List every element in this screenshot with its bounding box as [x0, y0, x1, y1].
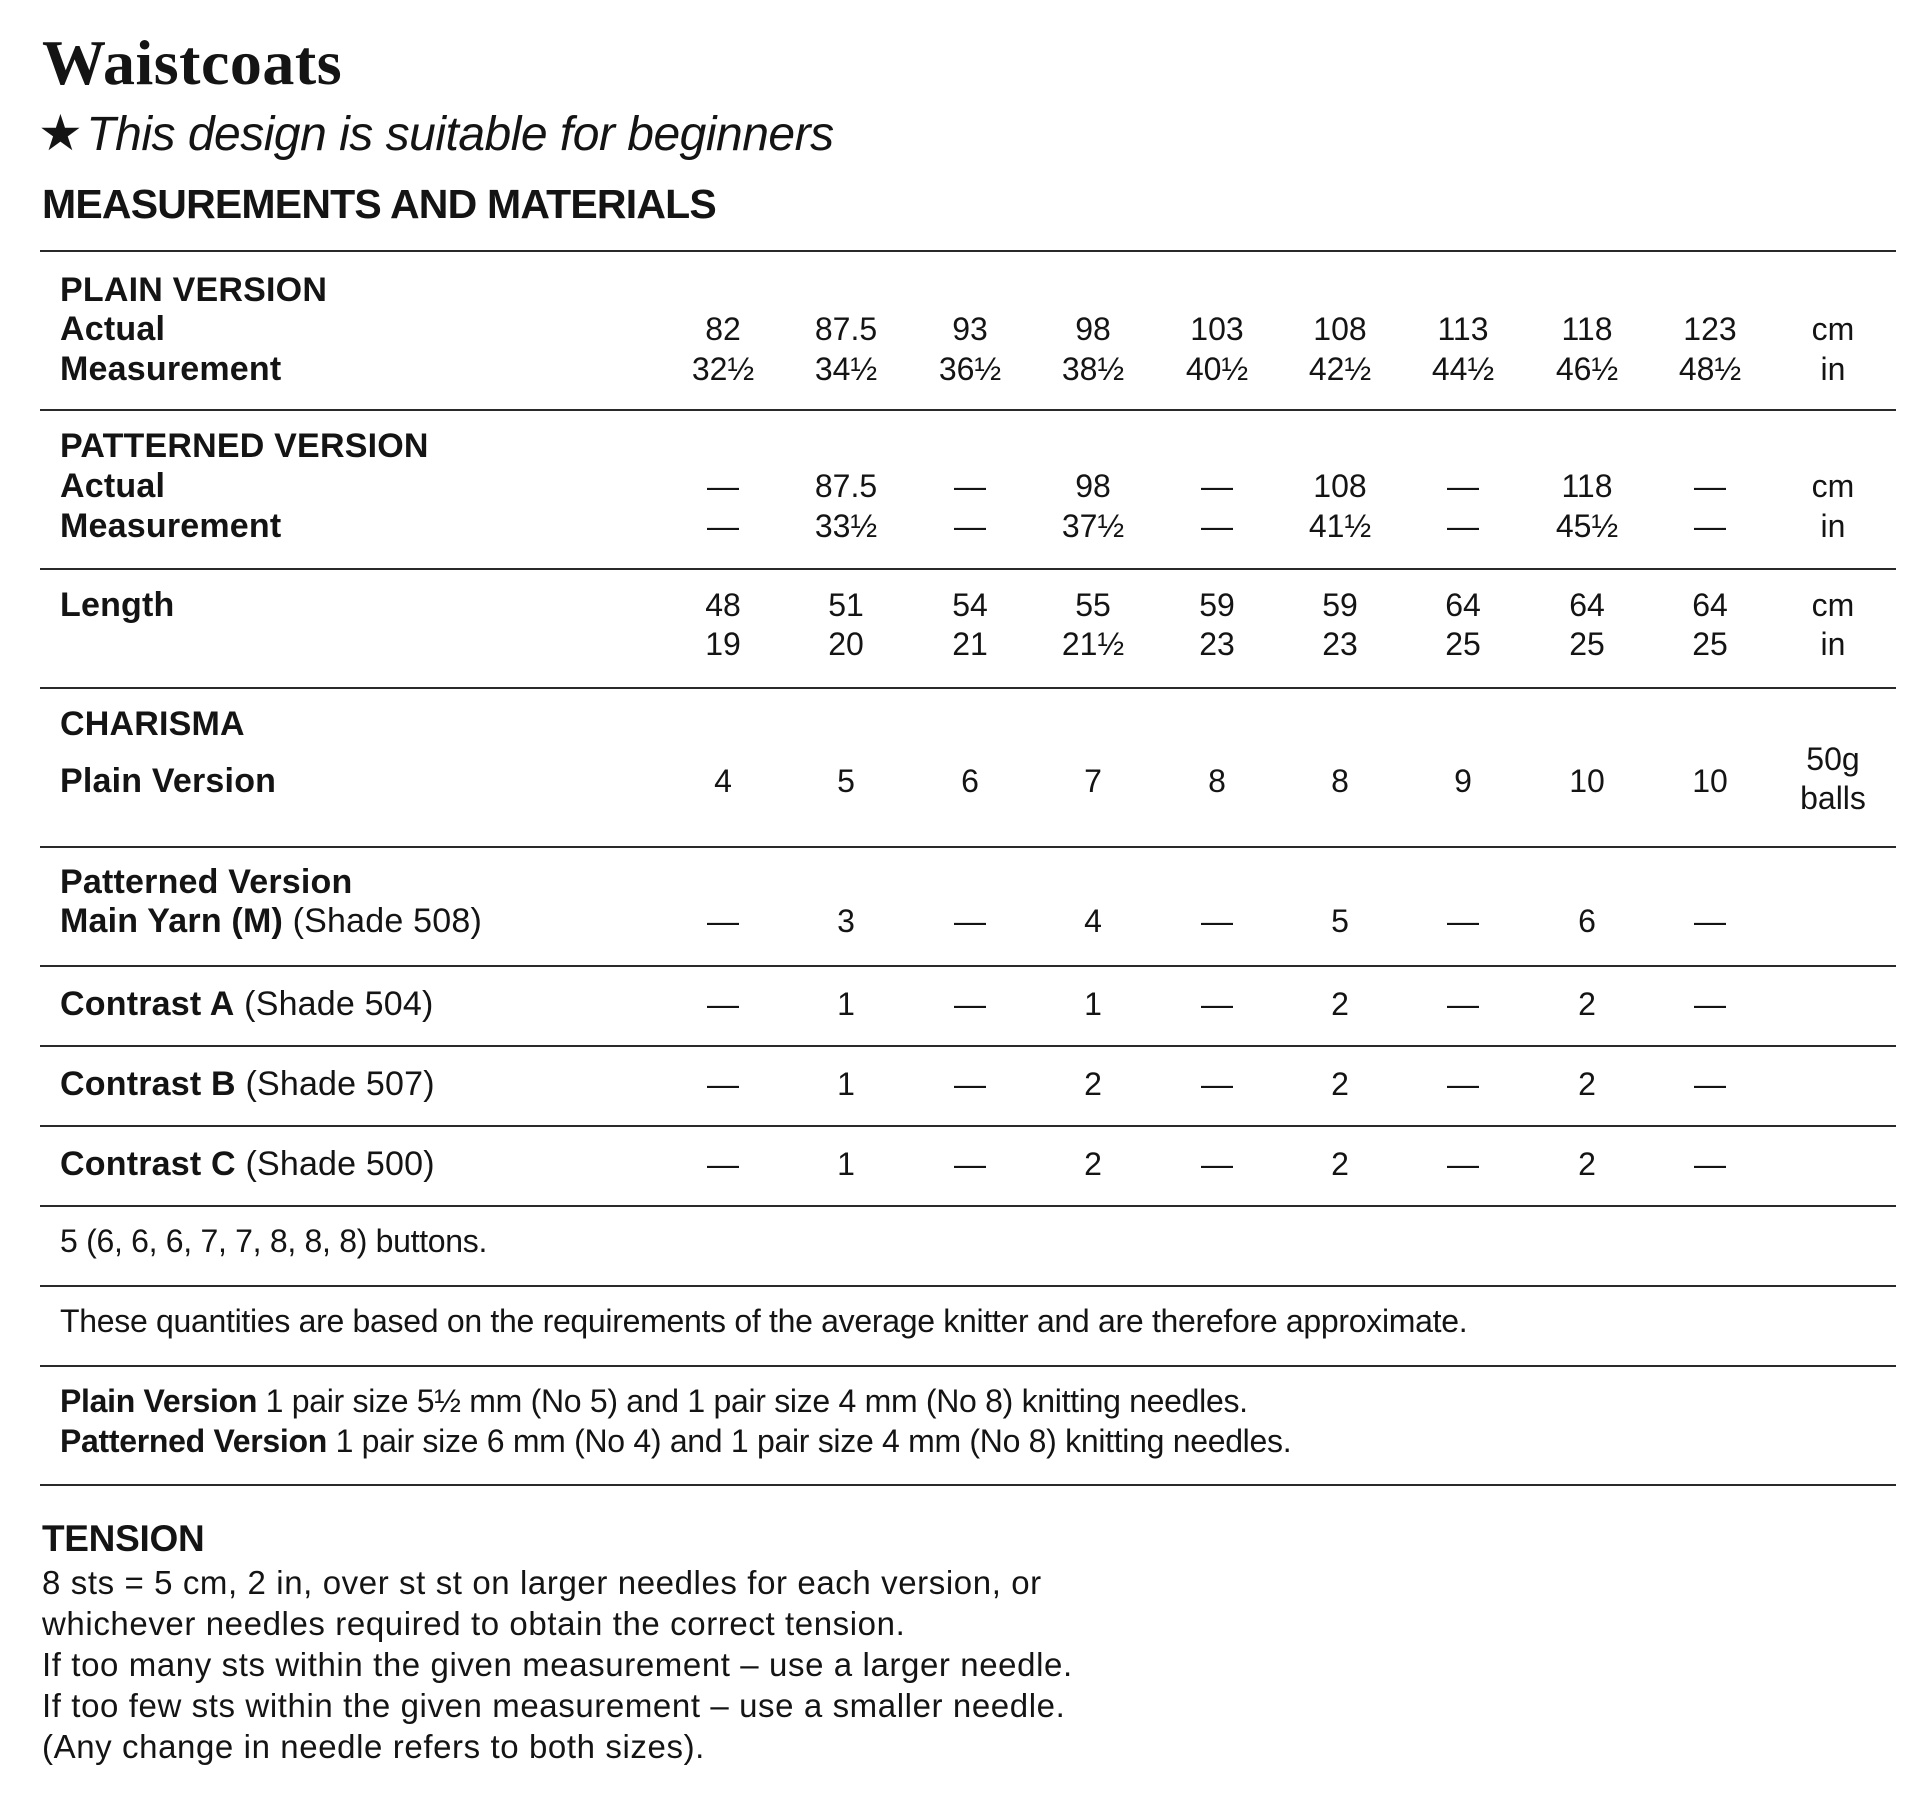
unit-in: in — [1820, 508, 1846, 544]
cell-balls: 1 — [837, 1146, 855, 1182]
beginner-note-text: This design is suitable for beginners — [86, 108, 834, 161]
needles-row — [40, 1367, 1896, 1486]
cell-cm: 55 — [1075, 587, 1111, 623]
cell-balls: 2 — [1331, 1066, 1349, 1102]
cell-cm: 64 — [1692, 587, 1728, 623]
cell-balls: — — [1201, 1066, 1233, 1102]
cell-balls: — — [707, 903, 739, 939]
cell-balls: 1 — [837, 986, 855, 1022]
cell-balls: — — [1447, 1066, 1479, 1102]
row-label: Measurement — [60, 507, 282, 545]
plain-needles-note: Plain Version 1 pair size 5½ mm (No 5) and 1 pair size 4 mm (No 8) knitting needles. — [60, 1383, 1248, 1419]
cell-balls: 7 — [1084, 763, 1102, 799]
cell-cm: — — [1201, 468, 1233, 504]
cell-in: 48½ — [1678, 351, 1742, 387]
cell-cm: 103 — [1190, 311, 1244, 347]
cell-in: 44½ — [1431, 351, 1495, 387]
cell-balls: 2 — [1331, 986, 1349, 1022]
unit-balls: balls — [1800, 780, 1866, 816]
cell-cm: 87.5 — [814, 311, 878, 347]
cell-balls: 10 — [1569, 763, 1605, 799]
cell-cm: 64 — [1569, 587, 1605, 623]
cell-balls: 9 — [1454, 763, 1472, 799]
cell-balls: 2 — [1578, 986, 1596, 1022]
cell-cm: 54 — [952, 587, 988, 623]
cell-in: 42½ — [1308, 351, 1372, 387]
cell-balls: 1 — [837, 1066, 855, 1102]
cell-cm: 59 — [1199, 587, 1235, 623]
cell-cm: 118 — [1561, 311, 1613, 347]
tension-line: (Any change in needle refers to both sizes). — [42, 1728, 705, 1765]
cell-balls: 5 — [1331, 903, 1349, 939]
cell-cm: — — [1694, 468, 1726, 504]
main-yarn-row — [40, 848, 1896, 967]
row-heading: CHARISMA — [60, 705, 245, 743]
unit-cm: cm — [1811, 468, 1855, 504]
cell-cm: 64 — [1445, 587, 1481, 623]
cell-cm: 93 — [952, 311, 988, 347]
cell-in: 40½ — [1185, 351, 1249, 387]
cell-balls: — — [707, 986, 739, 1022]
cell-in: — — [1201, 508, 1233, 544]
contrast-a-row — [40, 967, 1896, 1047]
cell-cm: 118 — [1561, 468, 1613, 504]
cell-balls: — — [1694, 1066, 1726, 1102]
cell-in: 38½ — [1061, 351, 1125, 387]
cell-balls: — — [1447, 1146, 1479, 1182]
section-heading: MEASUREMENTS AND MATERIALS — [42, 181, 716, 227]
cell-cm: 87.5 — [814, 468, 878, 504]
buttons-note: 5 (6, 6, 6, 7, 7, 8, 8, 8) buttons. — [60, 1223, 488, 1259]
cell-balls: — — [954, 903, 986, 939]
cell-in: 19 — [705, 626, 741, 662]
tension-line: whichever needles required to obtain the correct tension. — [42, 1605, 906, 1642]
patterned-measurement-row — [40, 411, 1896, 570]
cell-in: 23 — [1322, 626, 1358, 662]
tension-line: If too few sts within the given measurement – use a smaller needle. — [42, 1687, 1066, 1724]
cell-balls: — — [1201, 903, 1233, 939]
row-label: Contrast A (Shade 504) — [60, 985, 434, 1023]
cell-in: 25 — [1569, 626, 1605, 662]
cell-balls: 3 — [837, 903, 855, 939]
cell-balls: 1 — [1084, 986, 1102, 1022]
cell-balls: — — [1201, 986, 1233, 1022]
patterned-needles-note: Patterned Version 1 pair size 6 mm (No 4) and 1 pair size 4 mm (No 8) knitting needles. — [60, 1423, 1292, 1459]
cell-in: — — [707, 508, 739, 544]
tension-line: 8 sts = 5 cm, 2 in, over st st on larger needles for each version, or — [42, 1564, 1042, 1601]
cell-balls: 8 — [1208, 763, 1226, 799]
cell-in: 37½ — [1061, 508, 1125, 544]
cell-balls: — — [1694, 1146, 1726, 1182]
cell-balls: 6 — [1578, 903, 1596, 939]
cell-balls: — — [1201, 1146, 1233, 1182]
cell-balls: — — [954, 986, 986, 1022]
cell-in: 34½ — [814, 351, 878, 387]
contrast-c-row — [40, 1127, 1896, 1207]
cell-balls: 5 — [837, 763, 855, 799]
cell-in: 36½ — [938, 351, 1002, 387]
row-label: Actual — [60, 467, 166, 505]
cell-cm: 98 — [1075, 468, 1111, 504]
cell-cm: 82 — [705, 311, 741, 347]
length-row — [40, 570, 1896, 689]
row-heading: PLAIN VERSION — [60, 271, 328, 309]
cell-balls: — — [954, 1146, 986, 1182]
cell-balls: 8 — [1331, 763, 1349, 799]
cell-in: — — [1694, 508, 1726, 544]
cell-balls: — — [1694, 903, 1726, 939]
cell-in: 25 — [1445, 626, 1481, 662]
cell-balls: — — [707, 1146, 739, 1182]
unit-cm: cm — [1811, 587, 1855, 623]
cell-cm: 123 — [1683, 311, 1737, 347]
cell-balls: 10 — [1692, 763, 1728, 799]
cell-in: 20 — [828, 626, 864, 662]
row-label: Plain Version — [60, 762, 277, 800]
cell-in: 46½ — [1555, 351, 1619, 387]
cell-in: 33½ — [814, 508, 878, 544]
row-label: Contrast B (Shade 507) — [60, 1065, 435, 1103]
cell-balls: — — [1447, 986, 1479, 1022]
cell-cm: — — [707, 468, 739, 504]
cell-balls: 2 — [1084, 1066, 1102, 1102]
cell-cm: 59 — [1322, 587, 1358, 623]
row-label: Measurement — [60, 350, 282, 388]
cell-balls: 2 — [1578, 1066, 1596, 1102]
row-label: Contrast C (Shade 500) — [60, 1145, 435, 1183]
unit-in: in — [1820, 351, 1846, 387]
charisma-row — [40, 689, 1896, 848]
cell-balls: 6 — [961, 763, 979, 799]
row-heading: Patterned Version — [60, 863, 353, 901]
cell-cm: 98 — [1075, 311, 1111, 347]
page-title: Waistcoats — [42, 27, 343, 98]
cell-balls: 2 — [1331, 1146, 1349, 1182]
tension-heading: TENSION — [42, 1518, 205, 1559]
cell-balls: — — [1447, 903, 1479, 939]
unit-cm: cm — [1811, 311, 1855, 347]
cell-balls: — — [707, 1066, 739, 1102]
cell-cm: 48 — [705, 587, 741, 623]
buttons-row — [40, 1207, 1896, 1287]
tension-line: If too many sts within the given measurement – use a larger needle. — [42, 1646, 1073, 1683]
cell-cm: 113 — [1437, 311, 1489, 347]
cell-in: 32½ — [691, 351, 755, 387]
cell-cm: — — [954, 468, 986, 504]
cell-in: 45½ — [1555, 508, 1619, 544]
unit-in: in — [1820, 626, 1846, 662]
star-icon: ★ — [38, 105, 83, 161]
cell-in: 23 — [1199, 626, 1235, 662]
row-label: Actual — [60, 310, 166, 348]
row-heading: PATTERNED VERSION — [60, 427, 429, 465]
quantities-row — [40, 1287, 1896, 1367]
cell-balls: 2 — [1578, 1146, 1596, 1182]
cell-balls: 2 — [1084, 1146, 1102, 1182]
cell-cm: 51 — [828, 587, 864, 623]
cell-balls: 4 — [1084, 903, 1102, 939]
measurements-table — [40, 250, 1896, 1486]
cell-balls: — — [1694, 986, 1726, 1022]
cell-in: 21 — [952, 626, 988, 662]
cell-in: 21½ — [1061, 626, 1125, 662]
cell-cm: 108 — [1313, 468, 1367, 504]
cell-cm: — — [1447, 468, 1479, 504]
cell-balls: 4 — [714, 763, 732, 799]
cell-in: — — [1447, 508, 1479, 544]
cell-in: 25 — [1692, 626, 1728, 662]
cell-in: 41½ — [1308, 508, 1372, 544]
row-label: Length — [60, 586, 175, 624]
unit-weight: 50g — [1806, 741, 1860, 777]
cell-cm: 108 — [1313, 311, 1367, 347]
contrast-b-row — [40, 1047, 1896, 1127]
beginner-note — [38, 104, 834, 162]
cell-in: — — [954, 508, 986, 544]
plain-measurement-row — [40, 252, 1896, 411]
quantities-note: These quantities are based on the requirements of the average knitter and are therefore approximate. — [60, 1303, 1468, 1339]
row-label: Main Yarn (M) (Shade 508) — [60, 902, 482, 940]
cell-balls: — — [954, 1066, 986, 1102]
